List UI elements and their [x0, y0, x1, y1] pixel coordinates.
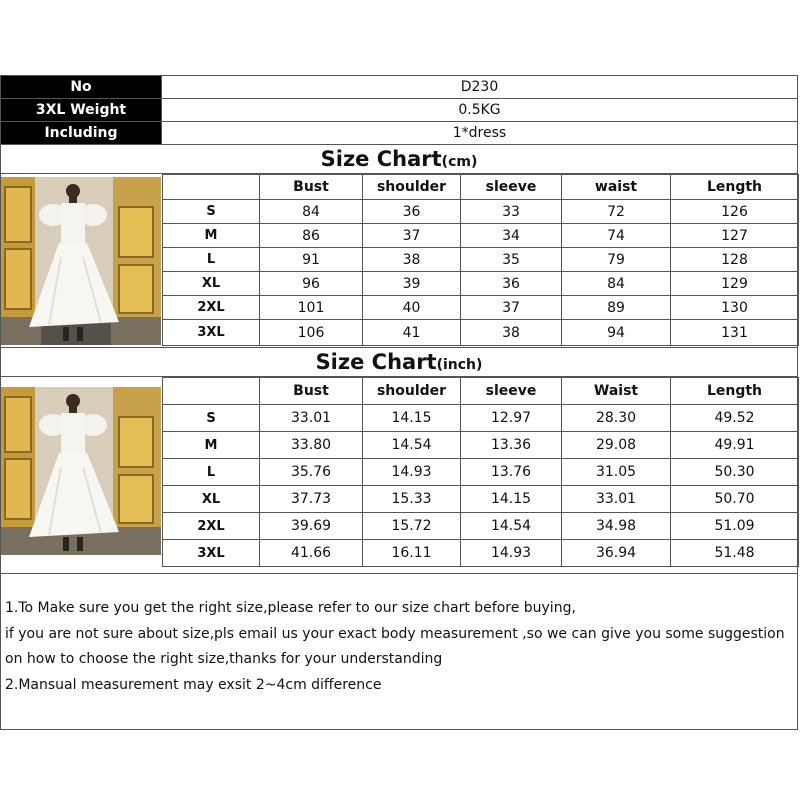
table-cell: 94	[562, 320, 671, 346]
column-header: shoulder	[363, 378, 461, 405]
table-row	[163, 459, 799, 486]
note-line: 1.To Make sure you get the right size,please refer to our size chart before buying,	[5, 600, 576, 616]
size-label: 2XL	[163, 296, 260, 320]
table-cell: 41	[363, 320, 461, 346]
inch-header-row	[163, 378, 799, 405]
inch-chart-block	[0, 377, 798, 573]
table-cell: 51.48	[671, 540, 799, 567]
dress-photo-image	[1, 387, 161, 555]
table-cell: 129	[671, 272, 799, 296]
table-cell: 72	[562, 200, 671, 224]
table-cell: 126	[671, 200, 799, 224]
column-header: waist	[562, 175, 671, 200]
table-row	[163, 296, 799, 320]
dress-photo-image	[1, 177, 161, 345]
table-cell: 50.30	[671, 459, 799, 486]
cm-chart-block	[0, 174, 798, 347]
table-cell: 33.01	[562, 486, 671, 513]
cm-chart-unit: (cm)	[441, 154, 478, 170]
table-cell: 128	[671, 248, 799, 272]
info-row-including	[1, 122, 798, 145]
note-line: 2.Mansual measurement may exsit 2~4cm difference	[5, 676, 382, 693]
cm-chart-title-text: Size Chart	[320, 147, 442, 171]
note-line: if you are not sure about size,pls email us your exact body measurement ,so we can give you some suggestion	[5, 625, 785, 642]
info-label: No	[1, 76, 162, 99]
table-cell: 16.11	[363, 540, 461, 567]
table-cell: 29.08	[562, 432, 671, 459]
column-header: Length	[671, 175, 799, 200]
table-cell: 13.36	[461, 432, 562, 459]
cm-chart-title	[0, 145, 798, 174]
size-label: 3XL	[163, 320, 260, 346]
table-row	[163, 513, 799, 540]
table-cell: 14.54	[461, 513, 562, 540]
column-header: sleeve	[461, 175, 562, 200]
size-sheet	[0, 75, 798, 730]
size-label: L	[163, 248, 260, 272]
product-info-table	[0, 75, 798, 145]
table-row	[163, 405, 799, 432]
column-header: sleeve	[461, 378, 562, 405]
size-label: L	[163, 459, 260, 486]
table-cell: 35.76	[260, 459, 363, 486]
table-cell: 31.05	[562, 459, 671, 486]
table-cell: 14.15	[461, 486, 562, 513]
table-cell: 41.66	[260, 540, 363, 567]
table-cell: 15.33	[363, 486, 461, 513]
inch-size-table	[162, 377, 799, 567]
table-cell: 37	[363, 224, 461, 248]
table-cell: 84	[562, 272, 671, 296]
table-cell: 127	[671, 224, 799, 248]
info-row-weight	[1, 99, 798, 122]
table-cell: 12.97	[461, 405, 562, 432]
table-cell: 36.94	[562, 540, 671, 567]
inch-chart-unit: (inch)	[436, 357, 483, 373]
table-cell: 33	[461, 200, 562, 224]
table-row	[163, 200, 799, 224]
table-cell: 37.73	[260, 486, 363, 513]
info-label: 3XL Weight	[1, 99, 162, 122]
table-cell: 14.93	[363, 459, 461, 486]
table-cell: 28.30	[562, 405, 671, 432]
notes-box	[0, 573, 798, 730]
info-value: 0.5KG	[162, 99, 798, 122]
table-cell: 39.69	[260, 513, 363, 540]
info-row-no	[1, 76, 798, 99]
table-cell: 33.01	[260, 405, 363, 432]
info-label: Including	[1, 122, 162, 145]
table-row	[163, 248, 799, 272]
table-cell: 96	[260, 272, 363, 296]
table-cell: 101	[260, 296, 363, 320]
dress-photo	[1, 177, 161, 345]
info-value: 1*dress	[162, 122, 798, 145]
info-value: D230	[162, 76, 798, 99]
table-cell: 86	[260, 224, 363, 248]
table-row	[163, 320, 799, 346]
size-label: S	[163, 200, 260, 224]
table-cell: 36	[363, 200, 461, 224]
table-cell: 89	[562, 296, 671, 320]
inch-chart-title-text: Size Chart	[315, 350, 437, 374]
table-row	[163, 224, 799, 248]
size-label: S	[163, 405, 260, 432]
empty-corner-cell	[163, 378, 260, 405]
table-cell: 130	[671, 296, 799, 320]
table-cell: 38	[461, 320, 562, 346]
column-header: Bust	[260, 175, 363, 200]
table-cell: 14.15	[363, 405, 461, 432]
table-cell: 106	[260, 320, 363, 346]
size-label: XL	[163, 272, 260, 296]
notes-text	[1, 596, 785, 698]
dress-photo	[1, 387, 161, 555]
table-cell: 50.70	[671, 486, 799, 513]
table-cell: 38	[363, 248, 461, 272]
table-cell: 15.72	[363, 513, 461, 540]
table-cell: 13.76	[461, 459, 562, 486]
table-cell: 74	[562, 224, 671, 248]
table-cell: 34	[461, 224, 562, 248]
table-row	[163, 432, 799, 459]
column-header: shoulder	[363, 175, 461, 200]
size-label: 3XL	[163, 540, 260, 567]
table-cell: 33.80	[260, 432, 363, 459]
table-row	[163, 540, 799, 567]
size-label: XL	[163, 486, 260, 513]
note-line: on how to choose the right size,thanks for your understanding	[5, 651, 443, 667]
column-header: Length	[671, 378, 799, 405]
table-cell: 36	[461, 272, 562, 296]
empty-corner-cell	[163, 175, 260, 200]
table-cell: 35	[461, 248, 562, 272]
cm-size-table	[162, 174, 799, 346]
size-label: M	[163, 432, 260, 459]
size-label: 2XL	[163, 513, 260, 540]
table-cell: 79	[562, 248, 671, 272]
table-cell: 91	[260, 248, 363, 272]
table-cell: 84	[260, 200, 363, 224]
table-cell: 39	[363, 272, 461, 296]
table-cell: 14.93	[461, 540, 562, 567]
cm-header-row	[163, 175, 799, 200]
column-header: Waist	[562, 378, 671, 405]
column-header: Bust	[260, 378, 363, 405]
inch-chart-title	[0, 347, 798, 377]
table-row	[163, 486, 799, 513]
size-label: M	[163, 224, 260, 248]
table-cell: 131	[671, 320, 799, 346]
table-cell: 34.98	[562, 513, 671, 540]
table-cell: 40	[363, 296, 461, 320]
table-row	[163, 272, 799, 296]
table-cell: 37	[461, 296, 562, 320]
table-cell: 49.91	[671, 432, 799, 459]
table-cell: 51.09	[671, 513, 799, 540]
table-cell: 14.54	[363, 432, 461, 459]
table-cell: 49.52	[671, 405, 799, 432]
